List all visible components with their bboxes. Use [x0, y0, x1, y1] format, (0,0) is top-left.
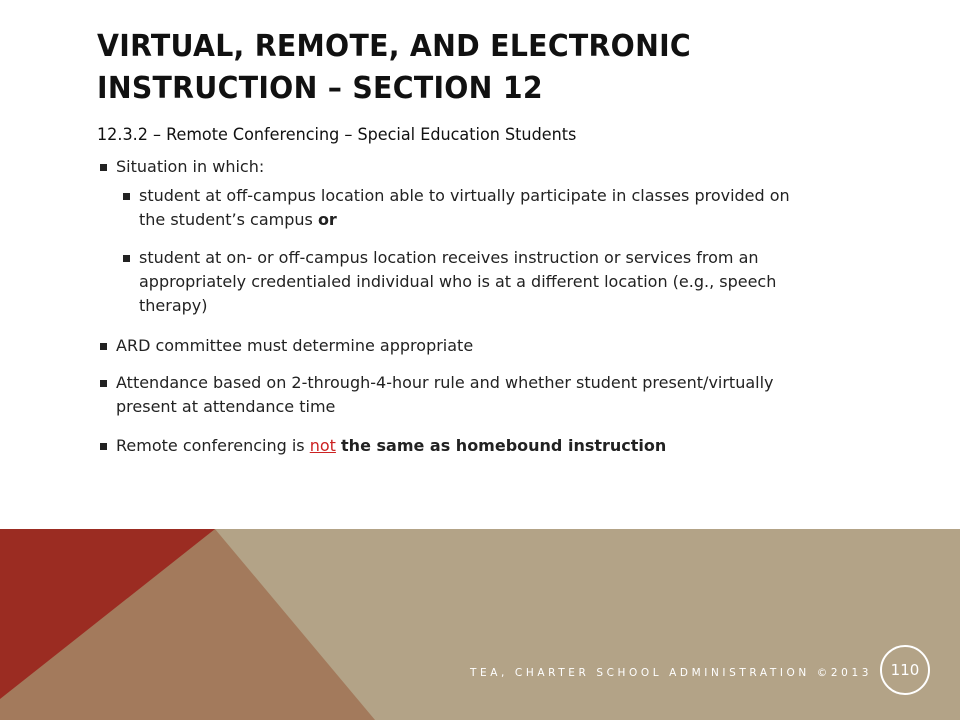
page-number-badge [880, 645, 930, 695]
bullet-line: therapy) [139, 296, 208, 315]
square-bullet-icon [100, 343, 107, 350]
slide-title-line1: VIRTUAL, REMOTE, AND ELECTRONIC [97, 29, 692, 64]
bullet-line [139, 208, 790, 232]
bullet-text [139, 184, 790, 232]
decorative-footer-band [0, 529, 960, 720]
slide-title-line2: INSTRUCTION – SECTION 12 [97, 71, 543, 106]
footer-copyright: TEA, CHARTER SCHOOL ADMINISTRATION ©2013 [470, 667, 873, 679]
square-bullet-icon [123, 193, 130, 200]
emphasis-not: not [309, 436, 336, 455]
bullet-text [139, 246, 776, 318]
bullet-bold-suffix: the same as homebound instruction [341, 436, 667, 455]
bullet-line: student at on- or off-campus location receives instruction or services from an [139, 248, 759, 267]
bullet-text [116, 371, 774, 419]
slide-subtitle: 12.3.2 – Remote Conferencing – Special Education Students [97, 125, 577, 144]
slide-title [97, 26, 841, 110]
bullet-text [116, 434, 666, 458]
square-bullet-icon [100, 380, 107, 387]
page-number: 110 [890, 661, 920, 679]
bullet-line: appropriately credentialed individual who is at a different location (e.g., speech [139, 272, 777, 291]
bullet-text: ARD committee must determine appropriate [116, 336, 474, 355]
bullet-prefix: Remote conferencing is [116, 436, 305, 455]
bullet-text: Situation in which: [116, 157, 265, 176]
bullet-line-prefix: the student’s campus [139, 210, 313, 229]
bullet-line: present at attendance time [116, 397, 336, 416]
bullet-line-or: or [317, 210, 337, 229]
bullet-line: Attendance based on 2-through-4-hour rule and whether student present/virtually [116, 373, 774, 392]
square-bullet-icon [100, 164, 107, 171]
square-bullet-icon [100, 443, 107, 450]
square-bullet-icon [123, 255, 130, 262]
bullet-line: student at off-campus location able to virtually participate in classes provided on [139, 186, 790, 205]
